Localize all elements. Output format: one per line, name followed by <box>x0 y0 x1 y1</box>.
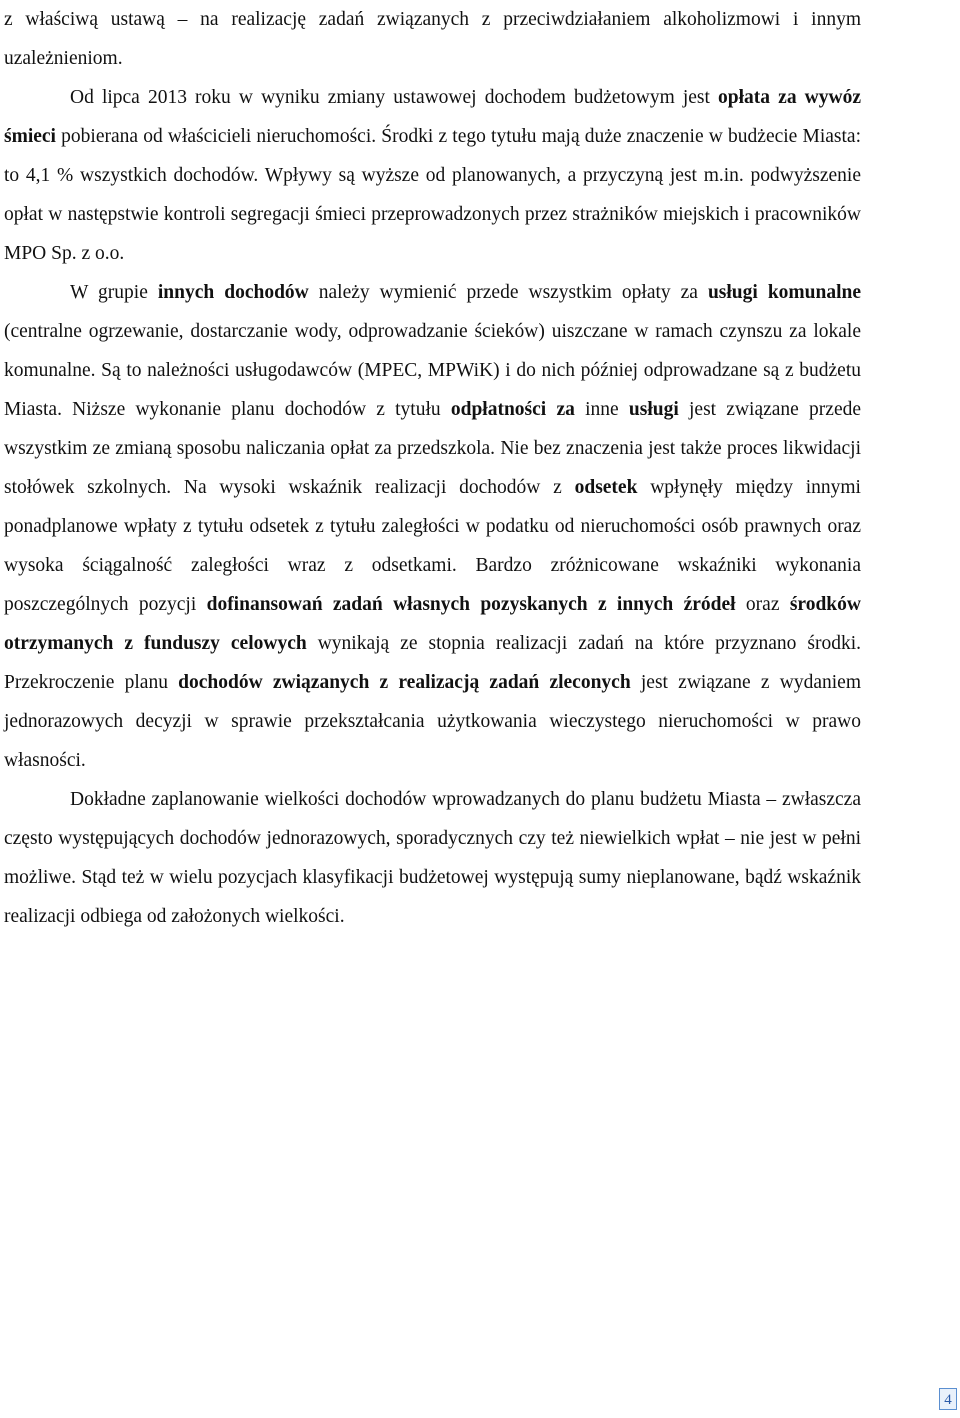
document-body <box>4 0 861 936</box>
paragraph-waste-fee: Od lipca 2013 roku w wyniku zmiany ustawowej dochodem budżetowym jest opłata za wywóz śmieci pobierana od właścicieli nieruchomości. Środki z tego tytułu mają duże znaczenie w budżecie Miasta: to 4,1 % wszystkich dochodów. Wpływy są wyższe od planowanych, a przyczyną jest m.in. podwyższenie opłat w następstwie kontroli segregacji śmieci przeprowadzonych przez strażników miejskich i pracowników MPO Sp. z o.o. <box>4 87 861 264</box>
paragraph-continuation: z właściwą ustawą – na realizację zadań związanych z przeciwdziałaniem alkoholizmowi i innym uzależnieniom. <box>4 9 861 69</box>
page-number: 4 <box>939 1388 957 1410</box>
paragraph-planning: Dokładne zaplanowanie wielkości dochodów wprowadzanych do planu budżetu Miasta – zwłaszcza często występujących dochodów jednorazowych, sporadycznych czy też niewielkich wpłat – nie jest w pełni możliwe. Stąd też w wielu pozycjach klasyfikacji budżetowej występują sumy nieplanowane, bądź wskaźnik realizacji odbiega od założonych wielkości. <box>4 789 861 927</box>
paragraph-other-income: W grupie innych dochodów należy wymienić przede wszystkim opłaty za usługi komunalne (centralne ogrzewanie, dostarczanie wody, odprowadzanie ścieków) uiszczane w ramach czynszu za lokale komunalne. Są to należności usługodawców (MPEC, MPWiK) i do nich później odprowadzane są z budżetu Miasta. Niższe wykonanie planu dochodów z tytułu odpłatności za inne usługi jest związane przede wszystkim ze zmianą sposobu naliczania opłat za przedszkola. Nie bez znaczenia jest także proces likwidacji stołówek szkolnych. Na wysoki wskaźnik realizacji dochodów z odsetek wpłynęły między innymi ponadplanowe wpłaty z tytułu odsetek z tytułu zaległości w podatku od nieruchomości osób prawnych oraz wysoka ściągalność zaległości wraz z odsetkami. Bardzo zróżnicowane wskaźniki wykonania poszczególnych pozycji dofinansowań zadań własnych pozyskanych z innych źródeł oraz środków otrzymanych z funduszy celowych wynikają ze stopnia realizacji zadań na które przyznano środki. Przekroczenie planu dochodów związanych z realizacją zadań zleconych jest związane z wydaniem jednorazowych decyzji w sprawie przekształcania użytkowania wieczystego nieruchomości w prawo własności. <box>4 282 862 771</box>
